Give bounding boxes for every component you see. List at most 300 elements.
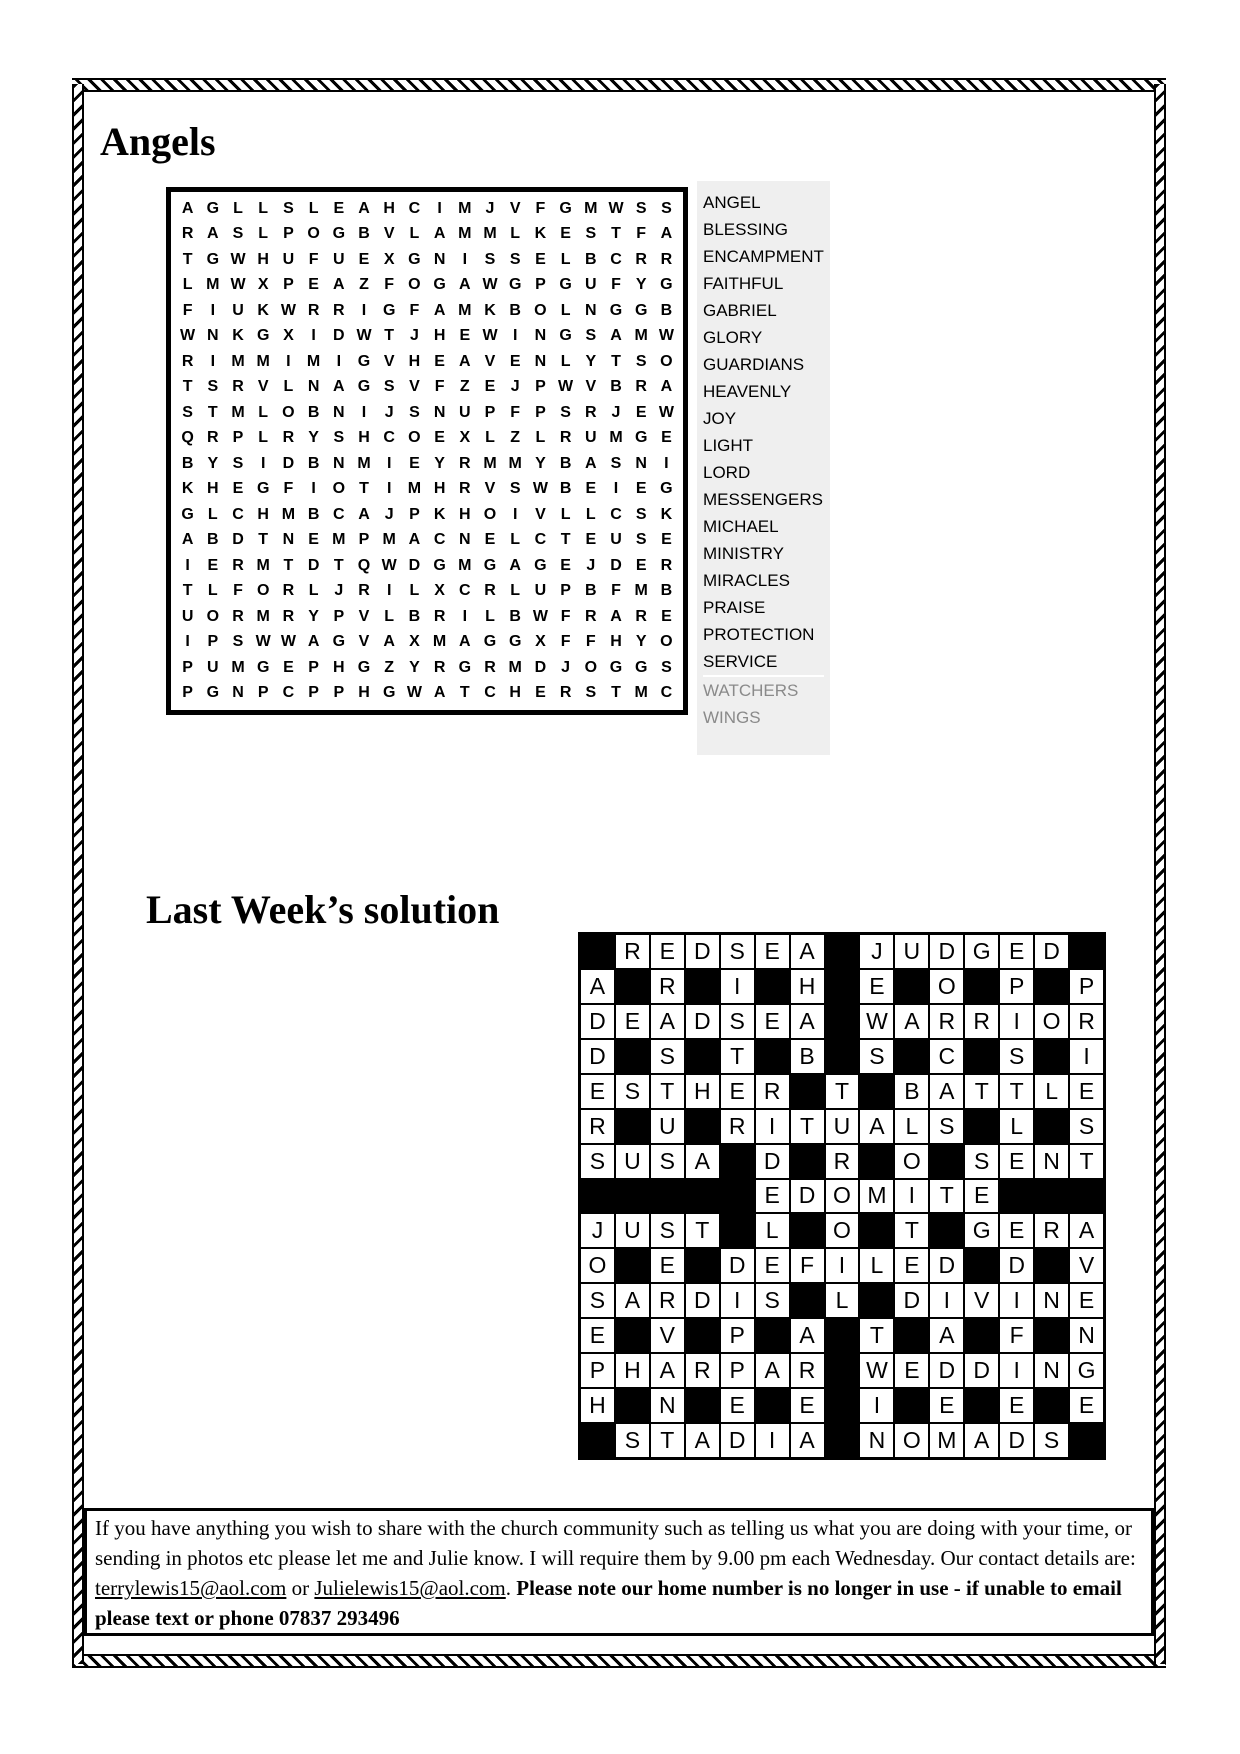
word-list-item: LORD — [703, 463, 751, 482]
word-search-letter: A — [610, 607, 622, 625]
word-search-letter: A — [307, 633, 320, 651]
word-search-letter: A — [181, 199, 194, 217]
word-search-letter: W — [658, 403, 674, 421]
crossword-letter: T — [791, 1110, 824, 1143]
word-list-item-faded: WINGS — [703, 708, 761, 727]
word-search-letter: K — [257, 301, 269, 319]
word-search-letter: G — [357, 378, 371, 396]
crossword-letter: E — [1000, 1214, 1033, 1247]
email-link-terry[interactable]: terrylewis15@aol.com — [95, 1576, 287, 1600]
word-search-letter: I — [462, 250, 468, 268]
word-search-letter: J — [586, 556, 596, 574]
crossword-block — [826, 1040, 859, 1073]
word-list-item: BLESSING — [703, 220, 789, 239]
word-search-letter: M — [458, 225, 472, 243]
crossword-letter: A — [791, 1005, 824, 1038]
word-search-letter: P — [484, 403, 496, 421]
crossword-letter: P — [721, 1354, 754, 1387]
word-search-letter: S — [484, 250, 496, 268]
word-search-letter: C — [660, 684, 673, 702]
word-search-letter: M — [256, 352, 270, 370]
word-search-letter: X — [283, 327, 294, 345]
page-border-bottom — [72, 1654, 1166, 1668]
word-search-letter: M — [634, 684, 648, 702]
crossword-letter: S — [1070, 1110, 1103, 1143]
word-search-letter: J — [409, 327, 419, 345]
word-search-letter: L — [409, 225, 420, 243]
crossword-letter: D — [965, 1354, 998, 1387]
word-search-letter: G — [609, 658, 623, 676]
crossword-letter: I — [1000, 1284, 1033, 1317]
footer-phone-note: Please note our home number is no longer in use - if unable to email please text or phone 07837 293496 — [95, 1576, 1122, 1630]
crossword-letter: A — [1070, 1214, 1103, 1247]
word-search-letter: R — [459, 454, 471, 472]
word-search-letter: W — [255, 633, 271, 651]
word-search-letter: K — [181, 480, 194, 498]
word-search-letter: E — [535, 250, 546, 268]
word-search-letter: N — [207, 327, 219, 345]
word-search-letter: W — [658, 327, 674, 345]
crossword-letter: E — [1070, 1075, 1103, 1108]
word-search-letter: A — [433, 301, 446, 319]
word-search-letter: N — [433, 403, 446, 421]
word-search-letter: J — [510, 378, 520, 396]
crossword-letter: R — [686, 1354, 719, 1387]
word-list-item: MINISTRY — [703, 544, 784, 563]
word-search-letter: L — [207, 505, 218, 523]
word-search-letter: G — [508, 276, 522, 294]
word-search-letter: A — [610, 327, 622, 345]
word-search-letter: B — [408, 607, 421, 625]
word-search-letter: I — [386, 480, 392, 498]
word-search-letter: M — [508, 658, 522, 676]
crossword-letter: L — [895, 1110, 928, 1143]
crossword-block — [895, 970, 928, 1003]
word-search-letter: P — [333, 607, 345, 625]
word-search-grid — [166, 187, 688, 715]
crossword-block — [791, 1145, 824, 1178]
word-search-letter: L — [485, 429, 495, 447]
crossword-block — [791, 1075, 824, 1108]
word-search-letter: N — [307, 378, 320, 396]
word-search-letter: D — [333, 327, 345, 345]
crossword-letter: E — [1070, 1389, 1103, 1422]
word-search-letter: W — [381, 556, 397, 574]
word-search-letter: P — [232, 429, 244, 447]
word-search-letter: R — [232, 378, 244, 396]
word-search-letter: R — [635, 607, 647, 625]
word-search-letter: W — [356, 327, 372, 345]
word-search-letter: R — [559, 429, 572, 447]
word-search-letter: F — [560, 607, 571, 625]
word-search-letter: H — [383, 199, 395, 217]
word-search-letter: S — [182, 403, 193, 421]
word-search-letter: Y — [585, 352, 597, 370]
word-search-letter: B — [660, 301, 673, 319]
word-search-letter: O — [408, 276, 421, 294]
word-search-letter: G — [660, 276, 673, 294]
word-search-letter: L — [207, 582, 218, 600]
page-border-right — [1154, 84, 1166, 1664]
crossword-letter: I — [930, 1284, 963, 1317]
crossword-letter: A — [895, 1005, 928, 1038]
word-search-letter: I — [361, 403, 367, 421]
word-search-letter: F — [560, 633, 571, 651]
word-search-letter: M — [281, 505, 296, 523]
word-search-letter: R — [635, 250, 647, 268]
word-search-letter: F — [510, 403, 521, 421]
crossword-letter: D — [581, 1040, 614, 1073]
crossword-letter: S — [616, 1075, 649, 1108]
word-search-letter: X — [383, 250, 395, 268]
crossword-letter: S — [581, 1145, 614, 1178]
word-search-letter: A — [459, 633, 471, 651]
word-search-letter: F — [182, 301, 193, 319]
word-search-letter: S — [661, 199, 672, 217]
crossword-letter: S — [1000, 1040, 1033, 1073]
word-search-letter: R — [585, 403, 597, 421]
crossword-block — [686, 1180, 719, 1213]
word-search-letter: Y — [308, 607, 319, 625]
crossword-letter: N — [1035, 1145, 1068, 1178]
crossword-block — [756, 1319, 789, 1352]
crossword-letter: A — [860, 1110, 893, 1143]
crossword-letter: O — [581, 1249, 614, 1282]
word-search-letter: U — [207, 658, 219, 676]
word-search-letter: C — [433, 531, 446, 549]
word-search-letter: A — [660, 378, 673, 396]
word-search-letter: E — [635, 480, 647, 498]
word-search-letter: Y — [308, 429, 319, 447]
word-search-letter: G — [634, 429, 648, 447]
word-search-letter: L — [510, 531, 521, 549]
crossword-block — [826, 1005, 859, 1038]
word-search-letter: L — [258, 429, 269, 447]
crossword-letter: A — [965, 1424, 998, 1457]
crossword-block — [616, 1040, 649, 1073]
word-search-letter: O — [282, 403, 295, 421]
crossword-letter: N — [860, 1424, 893, 1457]
crossword-letter: R — [651, 1284, 684, 1317]
word-search-letter: S — [383, 378, 395, 396]
word-search-letter: M — [231, 658, 245, 676]
word-search-letter: S — [333, 429, 345, 447]
crossword-letter: A — [686, 1424, 719, 1457]
crossword-letter: E — [895, 1354, 928, 1387]
word-search-letter: B — [509, 301, 521, 319]
crossword-letter: D — [581, 1005, 614, 1038]
word-search-letter: U — [585, 429, 597, 447]
word-search-letter: R — [333, 301, 345, 319]
word-search-letter: G — [660, 480, 673, 498]
word-search-letter: O — [660, 352, 673, 370]
email-link-julie[interactable]: Julielewis15@aol.com — [314, 1576, 506, 1600]
word-search-letter: T — [182, 250, 193, 268]
word-search-letter: E — [283, 658, 294, 676]
crossword-block — [1035, 1180, 1068, 1213]
crossword-letter: E — [1000, 1389, 1033, 1422]
crossword-block — [965, 1319, 998, 1352]
word-search-letter: Q — [357, 556, 371, 574]
footer-text-3: . — [505, 1576, 517, 1600]
word-search-letter: F — [434, 378, 445, 396]
crossword-letter: E — [721, 1075, 754, 1108]
crossword-letter: L — [826, 1284, 859, 1317]
footer-text-1: If you have anything you wish to share with the church community such as telling us what you are doing with your time, or sending in photos etc please let me and Julie know. I will require them by 9.00 pm each Wednesday. Our contact details are: — [95, 1516, 1136, 1570]
word-search-letter: L — [384, 607, 395, 625]
crossword-letter: U — [826, 1110, 859, 1143]
word-search-letter: O — [660, 633, 673, 651]
crossword-block — [791, 1284, 824, 1317]
word-search-letter: R — [635, 378, 647, 396]
word-search-letter: G — [332, 225, 346, 243]
crossword-letter: O — [895, 1424, 928, 1457]
crossword-block — [826, 935, 859, 968]
word-search-letter: G — [433, 556, 446, 574]
crossword-letter: E — [581, 1319, 614, 1352]
word-search-letter: U — [181, 607, 194, 625]
word-search-letter: X — [434, 582, 445, 600]
crossword-letter: F — [1000, 1319, 1033, 1352]
crossword-block — [1070, 1424, 1103, 1457]
crossword-letter: D — [930, 1354, 963, 1387]
word-search-letter: C — [484, 684, 496, 702]
crossword-block — [616, 1180, 649, 1213]
word-search-letter: L — [409, 582, 420, 600]
crossword-letter: A — [930, 1319, 963, 1352]
crossword-letter: M — [930, 1424, 963, 1457]
word-search-letter: Y — [635, 633, 647, 651]
word-search-letter: O — [256, 582, 270, 600]
word-search-letter: J — [485, 199, 495, 217]
word-search-letter: M — [256, 556, 270, 574]
word-search-letter: G — [357, 658, 371, 676]
word-search-letter: T — [611, 225, 621, 243]
word-search-letter: J — [561, 658, 571, 676]
word-search-letter: M — [458, 199, 472, 217]
word-search-letter: O — [584, 658, 598, 676]
page-title: Angels — [100, 119, 216, 164]
crossword-block — [651, 1180, 684, 1213]
word-search-letter: M — [206, 276, 220, 294]
crossword-letter: I — [721, 1284, 754, 1317]
word-search-letter: X — [535, 633, 546, 651]
crossword-letter: A — [791, 935, 824, 968]
word-search-letter: I — [361, 301, 367, 319]
crossword-block — [616, 1110, 649, 1143]
word-search-letter: G — [433, 276, 446, 294]
word-search-letter: E — [560, 556, 571, 574]
crossword-letter: P — [1000, 970, 1033, 1003]
word-search-letter: P — [257, 684, 269, 702]
word-search-letter: I — [311, 480, 316, 498]
crossword-letter: E — [895, 1249, 928, 1282]
word-search-letter: R — [484, 582, 496, 600]
word-search-letter: C — [610, 250, 622, 268]
word-search-letter: H — [333, 658, 345, 676]
word-search-letter: F — [283, 480, 294, 498]
crossword-letter: C — [930, 1040, 963, 1073]
word-search-letter: P — [560, 582, 571, 600]
word-search-letter: G — [609, 301, 623, 319]
crossword-letter: V — [651, 1319, 684, 1352]
word-search-letter: D — [232, 531, 244, 549]
word-search-letter: M — [306, 352, 321, 370]
crossword-letter: S — [930, 1110, 963, 1143]
word-search-letter: L — [585, 505, 596, 523]
word-search-letter: U — [459, 403, 471, 421]
word-search-letter: I — [437, 199, 442, 217]
crossword-letter: I — [826, 1249, 859, 1282]
word-search-letter: U — [232, 301, 244, 319]
word-search-letter: I — [613, 480, 619, 498]
word-search-letter: A — [408, 531, 421, 549]
word-search-letter: T — [182, 378, 193, 396]
crossword-letter: W — [860, 1354, 893, 1387]
crossword-letter: O — [1035, 1005, 1068, 1038]
crossword-block — [930, 1145, 963, 1178]
word-search-letter: F — [409, 301, 420, 319]
crossword-letter: D — [756, 1145, 789, 1178]
word-search-letter: Z — [459, 378, 470, 396]
word-search-letter: C — [610, 505, 622, 523]
word-search-letter: C — [534, 531, 547, 549]
word-search-letter: F — [585, 633, 596, 651]
crossword-block — [930, 1214, 963, 1247]
word-search-letter: M — [483, 454, 497, 472]
word-search-letter: L — [560, 352, 571, 370]
word-search-letter: E — [207, 556, 219, 574]
word-search-letter: E — [585, 531, 597, 549]
word-search-letter: P — [358, 531, 370, 549]
crossword-letter: S — [721, 1005, 754, 1038]
crossword-block — [826, 970, 859, 1003]
crossword-letter: T — [1070, 1145, 1103, 1178]
crossword-letter: M — [860, 1180, 893, 1213]
word-search-letter: R — [559, 684, 572, 702]
crossword-block — [686, 1319, 719, 1352]
word-search-letter: A — [358, 199, 370, 217]
crossword-letter: I — [721, 970, 754, 1003]
crossword-letter: E — [1000, 1145, 1033, 1178]
word-search-letter: H — [433, 480, 446, 498]
word-search-letter: G — [559, 276, 572, 294]
crossword-letter: O — [930, 970, 963, 1003]
word-search-letter: R — [660, 250, 673, 268]
word-search-letter: M — [508, 454, 522, 472]
word-search-letter: P — [308, 658, 319, 676]
word-search-letter: I — [286, 352, 291, 370]
crossword-block — [616, 970, 649, 1003]
crossword-letter: E — [756, 1180, 789, 1213]
crossword-letter: I — [1000, 1005, 1033, 1038]
word-search-letter: G — [256, 480, 270, 498]
word-list-item: GABRIEL — [703, 301, 777, 320]
word-search-letter: M — [458, 301, 472, 319]
word-search-letter: H — [257, 250, 269, 268]
crossword-letter: P — [581, 1354, 614, 1387]
crossword-letter: E — [791, 1389, 824, 1422]
crossword-letter: V — [1070, 1249, 1103, 1282]
word-search-letter: R — [358, 582, 370, 600]
word-search-letter: B — [610, 378, 622, 396]
word-search-letter: X — [409, 633, 420, 651]
word-search-letter: Y — [434, 454, 445, 472]
word-search-letter: A — [459, 276, 471, 294]
crossword-letter: N — [1035, 1284, 1068, 1317]
word-search-letter: J — [384, 505, 394, 523]
word-search-letter: T — [459, 684, 470, 702]
crossword-block — [895, 1389, 928, 1422]
crossword-letter: T — [651, 1424, 684, 1457]
footer-notice — [84, 1508, 1154, 1636]
word-list-item: SERVICE — [703, 652, 778, 671]
word-search-letter: L — [510, 582, 521, 600]
word-search-letter: L — [485, 607, 495, 625]
crossword-block — [686, 970, 719, 1003]
word-list-item: MESSENGERS — [703, 490, 823, 509]
word-search-letter: S — [560, 403, 571, 421]
word-search-letter: N — [534, 352, 547, 370]
word-search-letter: O — [307, 225, 320, 243]
word-search-letter: B — [207, 531, 219, 549]
word-search-letter: C — [408, 199, 421, 217]
crossword-block — [756, 1389, 789, 1422]
crossword-letter: D — [686, 1005, 719, 1038]
word-search-letter: S — [585, 225, 597, 243]
word-search-letter: T — [560, 531, 571, 549]
word-search-letter: L — [535, 429, 546, 447]
word-search-letter: Y — [535, 454, 546, 472]
word-search-letter: I — [210, 301, 216, 319]
word-search-letter: E — [459, 327, 471, 345]
word-search-letter: W — [230, 250, 246, 268]
word-search-letter: L — [560, 505, 571, 523]
word-search-letter: G — [206, 199, 220, 217]
crossword-letter: E — [1070, 1284, 1103, 1317]
word-search-letter: Z — [359, 276, 369, 294]
word-search-letter: E — [585, 480, 597, 498]
crossword-letter: N — [651, 1389, 684, 1422]
word-search-letter: E — [560, 225, 571, 243]
word-search-letter: R — [585, 607, 597, 625]
word-search-letter: F — [611, 582, 621, 600]
crossword-block — [1035, 970, 1068, 1003]
word-search-letter: H — [408, 352, 421, 370]
crossword-block — [581, 1424, 614, 1457]
crossword-letter: P — [721, 1319, 754, 1352]
word-search-letter: G — [458, 658, 472, 676]
word-search-letter: A — [333, 276, 345, 294]
word-search-letter: R — [181, 225, 194, 243]
crossword-letter: S — [860, 1040, 893, 1073]
word-search-letter: F — [636, 225, 647, 243]
crossword-block — [1035, 1040, 1068, 1073]
crossword-letter: S — [1035, 1424, 1068, 1457]
crossword-letter: D — [930, 935, 963, 968]
word-search-letter: I — [664, 454, 669, 472]
crossword-letter: E — [756, 1249, 789, 1282]
word-search-letter: I — [386, 582, 392, 600]
word-search-letter: B — [358, 225, 370, 243]
word-search-letter: W — [482, 327, 498, 345]
word-search-letter: L — [510, 225, 521, 243]
word-search-letter: H — [433, 327, 446, 345]
crossword-letter: G — [1070, 1354, 1103, 1387]
crossword-letter: P — [1070, 970, 1103, 1003]
crossword-letter: A — [791, 1424, 824, 1457]
word-search-letter: S — [283, 199, 294, 217]
